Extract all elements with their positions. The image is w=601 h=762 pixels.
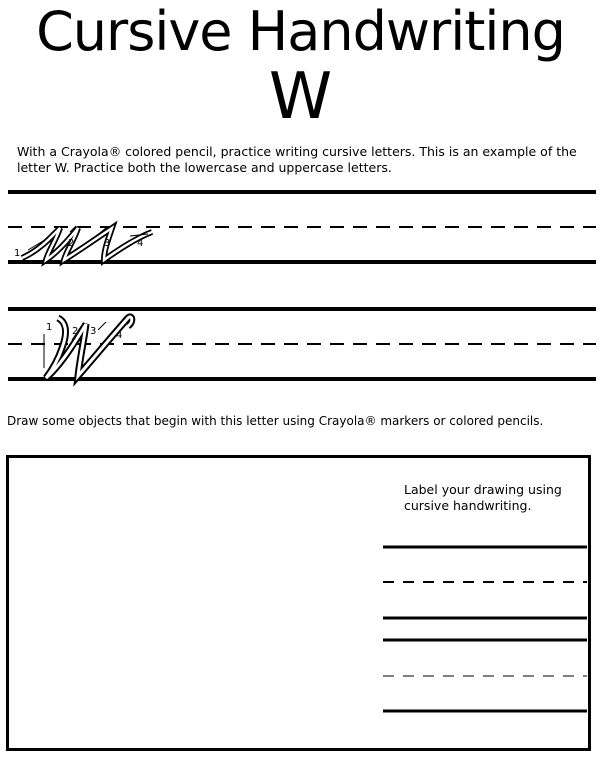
- uppercase-w-example: [44, 317, 132, 378]
- stroke-number: 2: [68, 238, 75, 249]
- drawing-instructions: Draw some objects that begin with this letter using Crayola® markers or colored pencils.: [7, 414, 544, 428]
- stroke-number: 3: [104, 238, 111, 249]
- featured-letter: W: [268, 60, 333, 134]
- practice-instructions: With a Crayola® colored pencil, practice writing cursive letters. This is an example of the letter W. Practice both the lowercase and uppercase letters.: [17, 144, 577, 175]
- page-title: Cursive Handwriting: [36, 0, 565, 63]
- uppercase-practice-row: [8, 309, 596, 379]
- lowercase-practice-row: [8, 192, 596, 262]
- stroke-number: 3: [90, 326, 97, 337]
- stroke-number: 1: [46, 322, 53, 333]
- lowercase-w-example: [22, 226, 152, 260]
- stroke-number: 4: [116, 330, 123, 341]
- label-instructions: Label your drawing using cursive handwriting.: [404, 482, 562, 513]
- stroke-number: 2: [72, 326, 79, 337]
- stroke-number: 1: [14, 248, 21, 259]
- stroke-number: 4: [137, 238, 144, 249]
